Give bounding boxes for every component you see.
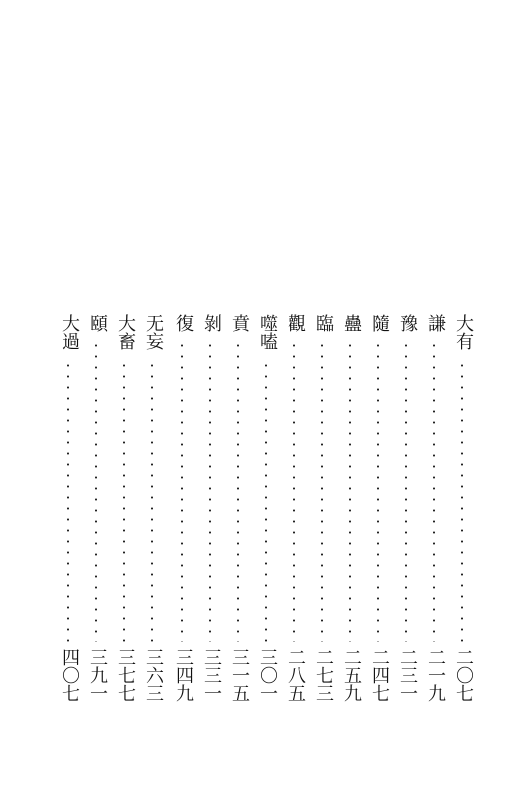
entry-page-number: 三一五 — [229, 648, 250, 702]
entry-title: 頤 — [87, 314, 108, 332]
leader-dots — [237, 340, 239, 642]
toc-entry — [450, 314, 474, 714]
leader-dots — [433, 340, 435, 642]
entry-page-number: 二三一 — [397, 648, 418, 702]
entry-page-number: 三七七 — [115, 648, 136, 702]
entry-title: 復 — [173, 314, 194, 332]
leader-dots — [377, 340, 379, 642]
toc-entry — [254, 314, 278, 714]
leader-dots — [181, 340, 183, 642]
toc-entry — [282, 314, 306, 714]
toc-entry — [422, 314, 446, 714]
leader-dots — [95, 340, 97, 642]
entry-page-number: 三〇一 — [257, 648, 278, 702]
entry-title: 觀 — [285, 314, 306, 332]
leader-dots — [67, 360, 69, 642]
entry-page-number: 三六三 — [143, 648, 164, 702]
toc-entry — [198, 314, 222, 714]
toc-entry — [170, 314, 194, 714]
entry-page-number: 二七三 — [313, 648, 334, 702]
entry-title: 无妄 — [143, 314, 164, 350]
entry-title: 隨 — [369, 314, 390, 332]
entry-title: 謙 — [425, 314, 446, 332]
entry-title: 賁 — [229, 314, 250, 332]
entry-page-number: 四〇七 — [59, 648, 80, 702]
entry-title: 大有 — [453, 314, 474, 350]
entry-page-number: 二五九 — [341, 648, 362, 702]
entry-page-number: 三三一 — [201, 648, 222, 702]
toc-entry — [112, 314, 136, 714]
leader-dots — [265, 360, 267, 642]
entry-title: 大畜 — [115, 314, 136, 350]
entry-page-number: 二八五 — [285, 648, 306, 702]
entry-title: 剝 — [201, 314, 222, 332]
entry-page-number: 三九一 — [87, 648, 108, 702]
toc-entry — [394, 314, 418, 714]
entry-page-number: 三四九 — [173, 648, 194, 702]
leader-dots — [349, 340, 351, 642]
toc-entry — [226, 314, 250, 714]
entry-title: 蠱 — [341, 314, 362, 332]
entry-page-number: 二〇七 — [453, 648, 474, 702]
leader-dots — [293, 340, 295, 642]
leader-dots — [209, 340, 211, 642]
toc-entry — [56, 314, 80, 714]
leader-dots — [461, 360, 463, 642]
toc-entry — [366, 314, 390, 714]
toc-entry — [84, 314, 108, 714]
entry-title: 大過 — [59, 314, 80, 350]
leader-dots — [405, 340, 407, 642]
leader-dots — [321, 340, 323, 642]
entry-page-number: 二一九 — [425, 648, 446, 702]
leader-dots — [123, 360, 125, 642]
toc-entry — [140, 314, 164, 714]
entry-title: 噬嗑 — [257, 314, 278, 350]
leader-dots — [151, 360, 153, 642]
entry-page-number: 二四七 — [369, 648, 390, 702]
toc-entry — [310, 314, 334, 714]
toc-entry — [338, 314, 362, 714]
entry-title: 臨 — [313, 314, 334, 332]
entry-title: 豫 — [397, 314, 418, 332]
